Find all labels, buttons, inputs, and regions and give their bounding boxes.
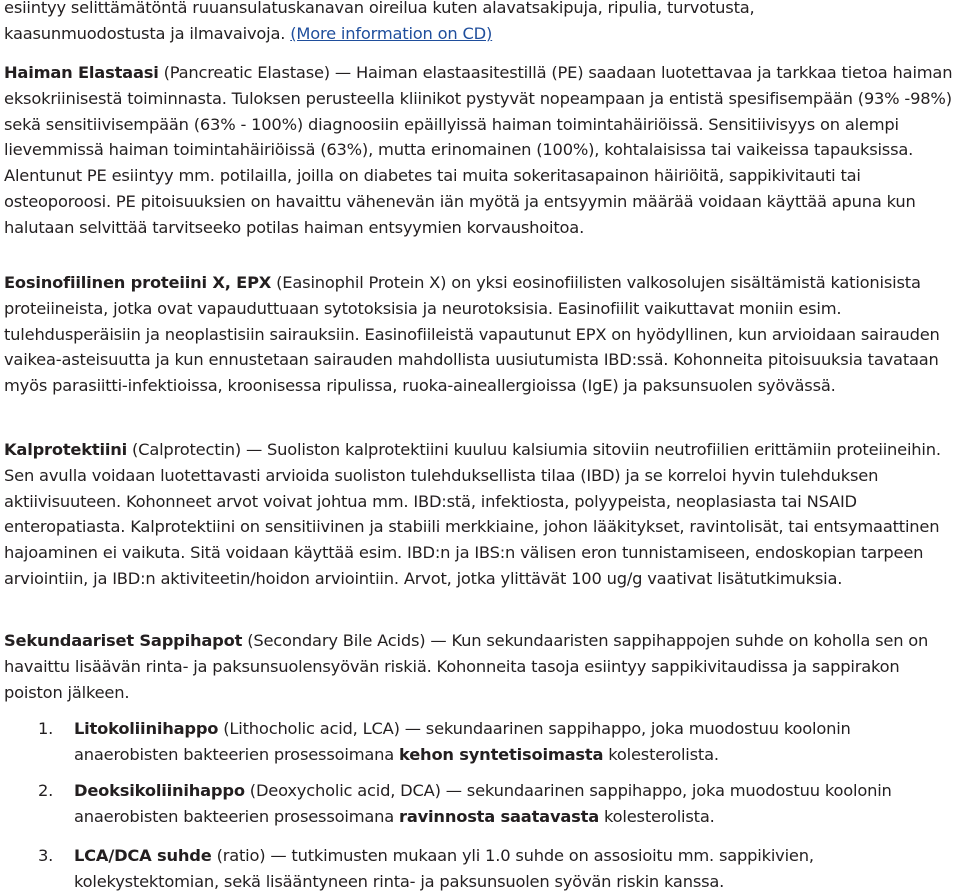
term-heading: Kalprotektiini [4, 440, 128, 459]
list-text: (Lithocholic acid, LCA) — sekundaarinen sappihappo, joka muodostuu koolonin anaerobisten bakteerien prosessoimana [74, 719, 851, 764]
list-item [4, 843, 954, 895]
list-number: 2. [38, 781, 54, 800]
paragraph-text: (Pancreatic Elastase) — Haiman elastaasitestillä (PE) saadaan luotettavaa ja tarkkaa tietoa haiman eksokriinisestä toiminnasta. Tuloksen perusteella kliinikot pystyvät nopeampaan ja entistä spesifisempään (93% -98%) sekä sensitiivisempään (63% - 100%) diagnoosiin epäillyissä haiman toimintahäiriöissä. Sensitiivisyys on alempi lievemmissä haiman toimintahäiriöissä (63%), mutta erinomainen (100%), kohtalaisissa tai vaikeissa tapauksissa. Alentunut PE esiintyy mm. potilailla, joilla on diabetes tai muita sokeritasapainon häiriöitä, sappikivitauti tai osteoporoosi. PE pitoisuuksien on havaittu vähenevän iän myötä ja entsyymin määrää voidaan käyttää apuna kun halutaan selvittää tarvitseeko potilas haiman entsyymien korvaushoitoa. [4, 63, 953, 237]
list-term: LCA/DCA suhde [74, 846, 212, 865]
term-heading: Eosinofiilinen proteiini X, EPX [4, 273, 272, 292]
term-heading: Sekundaariset Sappihapot [4, 631, 243, 650]
paragraph-epx [4, 270, 954, 399]
list-text: (Deoxycholic acid, DCA) — sekundaarinen sappihappo, joka muodostuu koolonin anaerobisten bakteerien prosessoimana [74, 781, 892, 826]
term-heading: Haiman Elastaasi [4, 63, 159, 82]
paragraph-intro [4, 0, 954, 47]
list-item [4, 716, 954, 768]
paragraph-pancreatic-elastase [4, 60, 954, 241]
intro-line-1: esiintyy selittämätöntä ruuansulatuskanavan oireilua kuten alavatsakipuja, ripulia, turvotusta, [4, 0, 755, 17]
list-term: Deoksikoliinihappo [74, 781, 245, 800]
intro-line-2: kaasunmuodostusta ja ilmavaivoja. [4, 23, 286, 43]
paragraph-bile-acids [4, 628, 954, 705]
list-emphasis: ravinnosta saatavasta [399, 806, 600, 826]
list-emphasis: kehon syntetisoimasta [399, 744, 604, 764]
list-term: Litokoliinihappo [74, 719, 219, 738]
list-item [4, 778, 954, 830]
list-number: 3. [38, 846, 54, 865]
list-text-end: kolesterolista. [608, 744, 719, 764]
list-text-end: kolesterolista. [604, 806, 715, 826]
more-info-link[interactable]: (More information on CD) [290, 23, 493, 43]
paragraph-text: (Calprotectin) — Suoliston kalprotektiini kuuluu kalsiumia sitoviin neutrofiilien erittämiin proteiineihin. Sen avulla voidaan luotettavasti arvioida suoliston tulehduksellista tilaa (IBD) ja se korreloi hyvin tulehduksen aktiivisuuteen. Kohonneet arvot voivat johtua mm. IBD:stä, infektiosta, polyypeista, neoplasiasta tai NSAID enteropatiasta. Kalprotektiini on sensitiivinen ja stabiili merkkiaine, johon lääkitykset, ravintolisät, tai entsymaattinen hajoaminen ei vaikuta. Sitä voidaan käyttää esim. IBD:n ja IBS:n välisen eron tunnistamiseen, endoskopian tarpeen arviointiin, ja IBD:n aktiviteetin/hoidon arviointiin. Arvot, jotka ylittävät 100 ug/g vaativat lisätutkimuksia. [4, 440, 941, 588]
paragraph-text: (Easinophil Protein X) on yksi eosinofiilisten valkosolujen sisältämistä kationisista proteiineista, jotka ovat vapauduttuaan sytotoksisia ja neurotoksisia. Easinofiilit vaikuttavat moniin esim. tulehdusperäisiin ja neoplastisiin sairauksiin. Easinofiileistä vapautunut EPX on hyödyllinen, kun arvioidaan sairauden vaikea-asteisuutta ja kun ennustetaan sairauden mahdollista uusiutumista IBD:ssä. Kohonneita pitoisuuksia tavataan myös parasiitti-infektioissa, kroonisessa ripulissa, ruoka-aineallergioissa (IgE) ja paksunsuolen syövässä. [4, 273, 940, 396]
list-number: 1. [38, 719, 54, 738]
paragraph-text: (Secondary Bile Acids) — Kun sekundaaristen sappihappojen suhde on koholla sen on havaittu lisäävän rinta- ja paksunsuolensyövän riskiä. Kohonneita tasoja esiintyy sappikivitaudissa ja sappirakon poiston jälkeen. [4, 631, 929, 702]
paragraph-calprotectin [4, 437, 954, 592]
list-text: (ratio) — tutkimusten mukaan yli 1.0 suhde on assosioitu mm. sappikivien, kolekystektomian, sekä lisääntyneen rinta- ja paksunsuolen syövän riskin kanssa. [74, 846, 814, 891]
